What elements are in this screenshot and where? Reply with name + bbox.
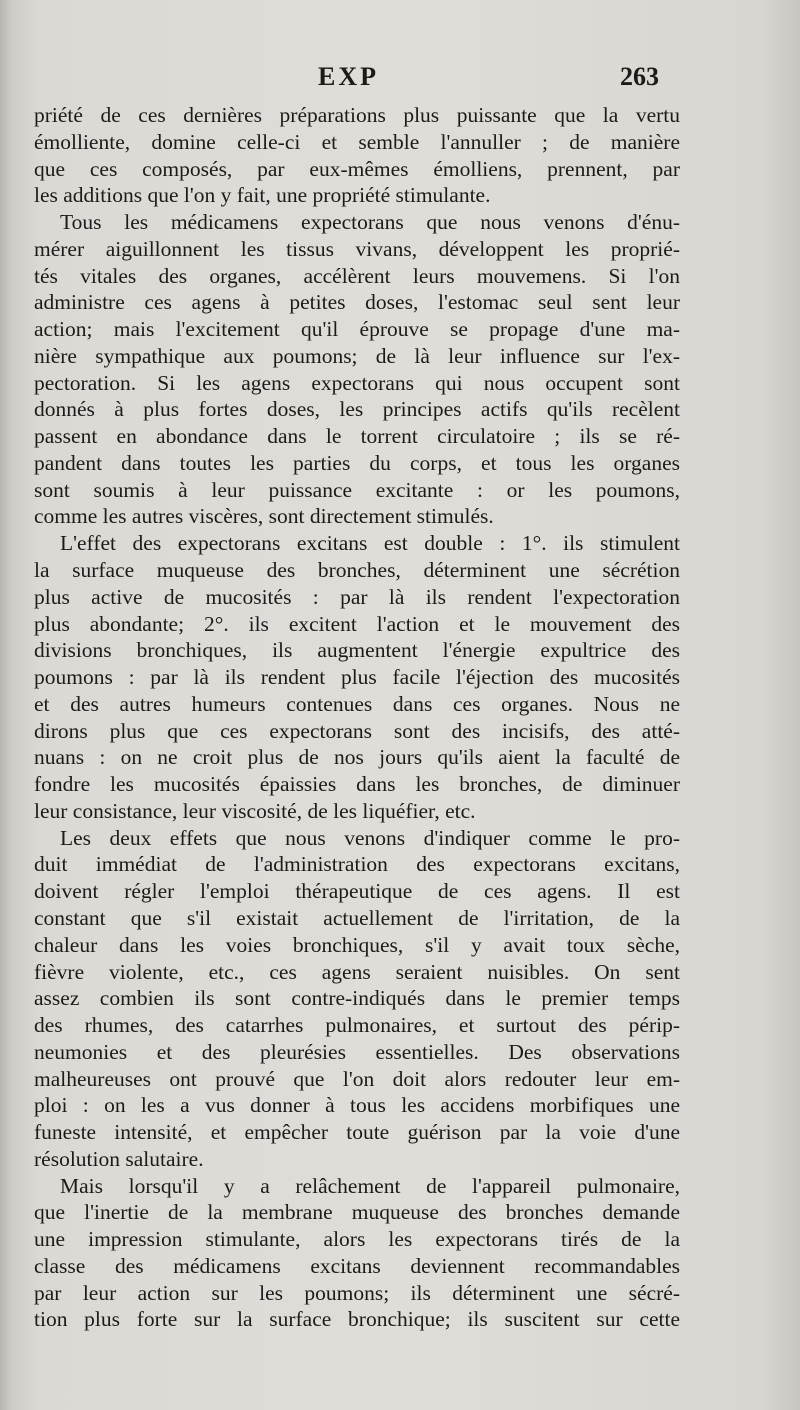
text-line: action; mais l'excitement qu'il éprouve se propage d'une ma- xyxy=(34,317,680,342)
text-line: et des autres humeurs contenues dans ces organes. Nous ne xyxy=(34,691,680,716)
text-line: classe des médicamens excitans deviennent recommandables xyxy=(34,1253,680,1278)
text-line: que l'inertie de la membrane muqueuse des bronches demande xyxy=(34,1200,680,1225)
text-line: passent en abondance dans le torrent circulatoire ; ils se ré- xyxy=(34,424,680,449)
text-line: priété de ces dernières préparations plus puissante que la vertu xyxy=(34,103,680,127)
text-line: leur consistance, leur viscosité, de les liquéfier, etc. xyxy=(34,798,476,823)
page-header xyxy=(0,62,800,102)
text-line: plus abondante; 2°. ils excitent l'action et le mouvement des xyxy=(34,611,680,636)
text-line: divisions bronchiques, ils augmentent l'énergie expultrice des xyxy=(34,638,680,663)
text-line: tés vitales des organes, accélèrent leurs mouvemens. Si l'on xyxy=(34,263,680,288)
text-line: mérer aiguillonnent les tissus vivans, développent les proprié- xyxy=(34,236,680,261)
body-text xyxy=(34,102,680,1333)
text-line: funeste intensité, et empêcher toute guérison par la voie d'une xyxy=(34,1120,680,1145)
text-line: poumons : par là ils rendent plus facile l'éjection des mucosités xyxy=(34,665,680,690)
text-line: une impression stimulante, alors les expectorans tirés de la xyxy=(34,1227,680,1252)
text-line: nuans : on ne croit plus de nos jours qu'ils aient la faculté de xyxy=(34,745,680,770)
text-line: comme les autres viscères, sont directement stimulés. xyxy=(34,504,494,529)
text-line: par leur action sur les poumons; ils déterminent une sécré- xyxy=(34,1280,680,1305)
text-line: malheureuses ont prouvé que l'on doit alors redouter leur em- xyxy=(34,1066,680,1091)
text-line: sont soumis à leur puissance excitante : or les poumons, xyxy=(34,477,680,502)
text-line: assez combien ils sont contre-indiqués dans le premier temps xyxy=(34,986,680,1011)
text-line: nière sympathique aux poumons; de là leur influence sur l'ex- xyxy=(34,343,680,368)
text-line: L'effet des expectorans excitans est double : 1°. ils stimulent xyxy=(60,531,680,556)
text-line: que ces composés, par eux-mêmes émolliens, prennent, par xyxy=(34,156,680,181)
text-line: administre ces agens à petites doses, l'estomac seul sent leur xyxy=(34,290,680,315)
text-line: doivent régler l'emploi thérapeutique de ces agens. Il est xyxy=(34,879,680,904)
text-line: résolution salutaire. xyxy=(34,1146,204,1171)
text-line: la surface muqueuse des bronches, déterminent une sécrétion xyxy=(34,558,680,583)
text-line: les additions que l'on y fait, une propriété stimulante. xyxy=(34,183,491,208)
text-line: Les deux effets que nous venons d'indiquer comme le pro- xyxy=(60,825,680,850)
text-line: ploi : on les a vus donner à tous les accidens morbifiques une xyxy=(34,1093,680,1118)
text-line: pandent dans toutes les parties du corps, et tous les organes xyxy=(34,450,680,475)
running-head: EXP xyxy=(318,62,379,91)
text-line: Tous les médicamens expectorans que nous venons d'énu- xyxy=(60,210,680,235)
page-number: 263 xyxy=(620,62,659,91)
text-line: fièvre violente, etc., ces agens seraient nuisibles. On sent xyxy=(34,959,680,984)
text-line: Mais lorsqu'il y a relâchement de l'appareil pulmonaire, xyxy=(60,1173,680,1198)
text-line: chaleur dans les voies bronchiques, s'il y avait toux sèche, xyxy=(34,932,680,957)
text-line: tion plus forte sur la surface bronchique; ils suscitent sur cette xyxy=(34,1307,680,1332)
text-line: donnés à plus fortes doses, les principes actifs qu'ils recèlent xyxy=(34,397,680,422)
text-line: neumonies et des pleurésies essentielles. Des observations xyxy=(34,1039,680,1064)
text-line: constant que s'il existait actuellement de l'irritation, de la xyxy=(34,905,680,930)
text-line: duit immédiat de l'administration des expectorans excitans, xyxy=(34,852,680,877)
text-line: des rhumes, des catarrhes pulmonaires, et surtout des périp- xyxy=(34,1013,680,1038)
text-line: émolliente, domine celle-ci et semble l'annuller ; de manière xyxy=(34,129,680,154)
text-line: fondre les mucosités épaissies dans les bronches, de diminuer xyxy=(34,772,680,797)
text-line: pectoration. Si les agens expectorans qui nous occupent sont xyxy=(34,370,680,395)
text-line: plus active de mucosités : par là ils rendent l'expectoration xyxy=(34,584,680,609)
text-line: dirons plus que ces expectorans sont des incisifs, des atté- xyxy=(34,718,680,743)
